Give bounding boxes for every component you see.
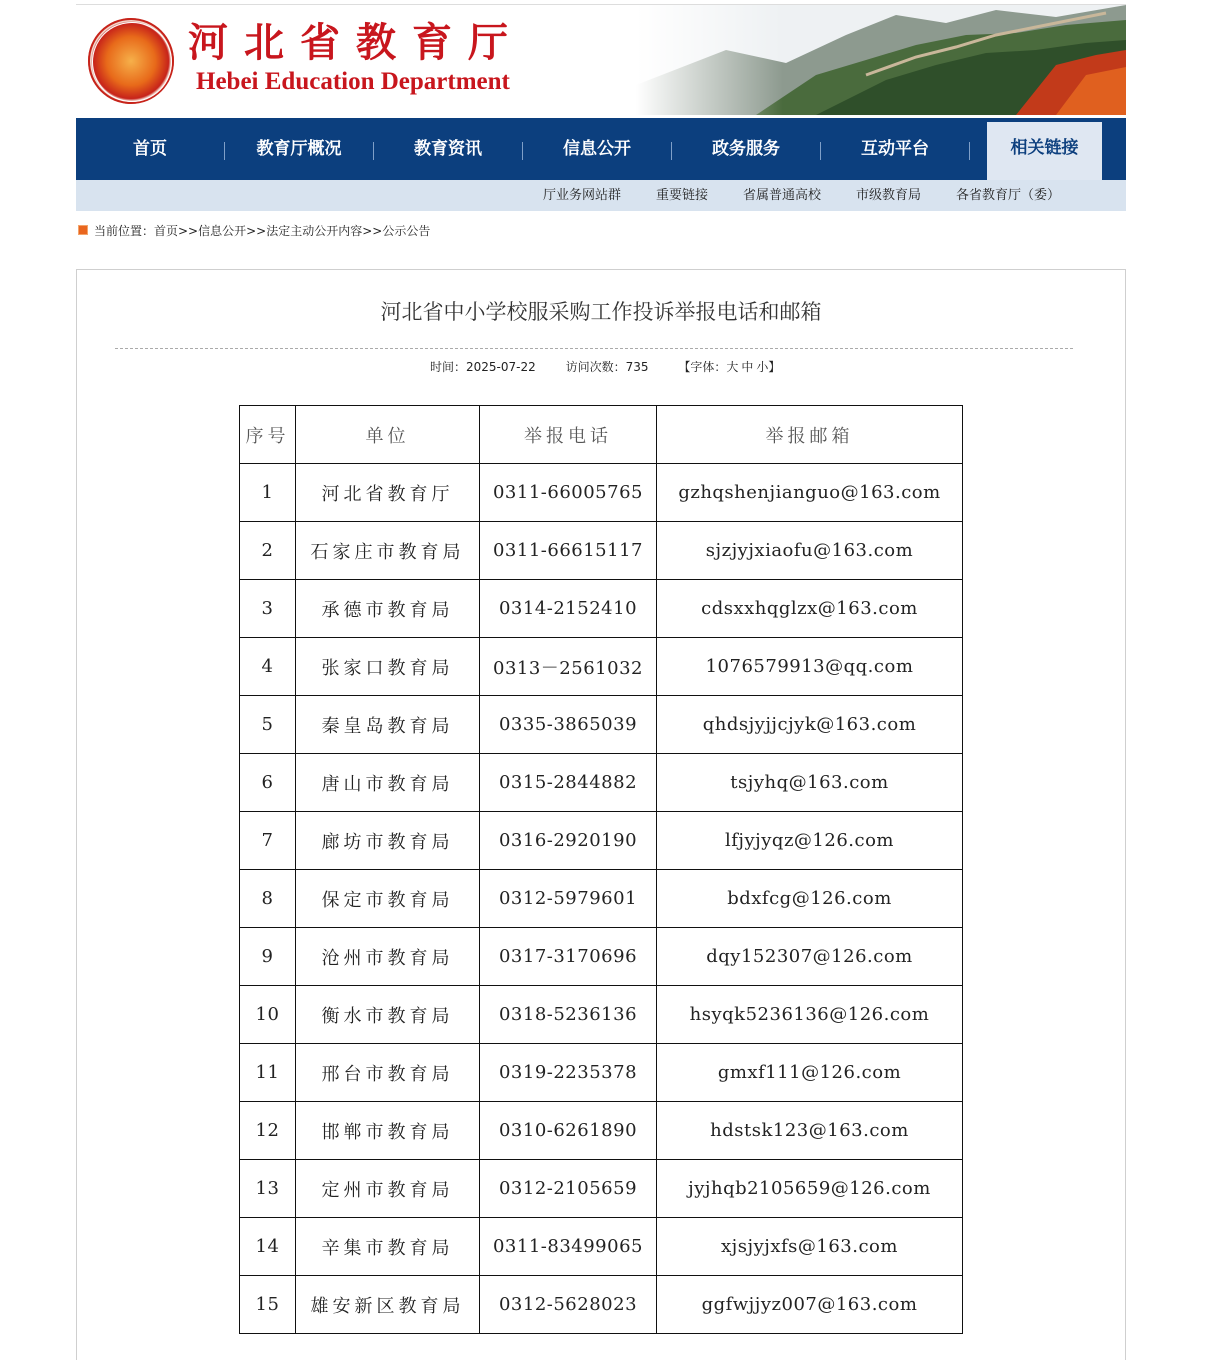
row-email: jyjhqb2105659@126.com bbox=[657, 1160, 963, 1218]
article-meta bbox=[430, 358, 780, 376]
row-phone: 0311-66005765 bbox=[480, 464, 657, 522]
table-row bbox=[240, 870, 963, 928]
row-phone: 0311-66615117 bbox=[480, 522, 657, 580]
nav-related-links[interactable]: 相关链接 bbox=[987, 122, 1102, 180]
row-unit: 张家口教育局 bbox=[296, 638, 480, 696]
subnav-city-education-bureaus[interactable]: 市级教育局 bbox=[856, 188, 922, 203]
row-index: 4 bbox=[240, 638, 296, 696]
table-row bbox=[240, 1218, 963, 1276]
row-unit: 保定市教育局 bbox=[296, 870, 480, 928]
row-email: lfjyjyqz@126.com bbox=[657, 812, 963, 870]
row-phone: 0311-83499065 bbox=[480, 1218, 657, 1276]
table-row bbox=[240, 928, 963, 986]
table-row bbox=[240, 812, 963, 870]
table-row bbox=[240, 638, 963, 696]
row-index: 11 bbox=[240, 1044, 296, 1102]
nav-separator bbox=[969, 142, 970, 160]
font-large-link[interactable]: 大 bbox=[726, 360, 739, 374]
department-seal-logo[interactable] bbox=[88, 18, 174, 104]
row-unit: 唐山市教育局 bbox=[296, 754, 480, 812]
row-email: gmxf111@126.com bbox=[657, 1044, 963, 1102]
row-index: 2 bbox=[240, 522, 296, 580]
visit-count: 访问次数：735 bbox=[565, 360, 649, 374]
row-phone: 0318-5236136 bbox=[480, 986, 657, 1044]
breadcrumb-text[interactable]: 当前位置：首页>>信息公开>>法定主动公开内容>>公示公告 bbox=[94, 224, 431, 238]
row-index: 3 bbox=[240, 580, 296, 638]
table-header-row bbox=[240, 406, 963, 464]
header-index: 序号 bbox=[240, 406, 296, 464]
row-phone: 0314-2152410 bbox=[480, 580, 657, 638]
row-unit: 廊坊市教育局 bbox=[296, 812, 480, 870]
great-wall-banner-image bbox=[636, 5, 1126, 115]
row-email: cdsxxhqglzx@163.com bbox=[657, 580, 963, 638]
row-phone: 0316-2920190 bbox=[480, 812, 657, 870]
row-unit: 石家庄市教育局 bbox=[296, 522, 480, 580]
table-row bbox=[240, 1276, 963, 1334]
row-email: bdxfcg@126.com bbox=[657, 870, 963, 928]
font-size-switcher: 【字体：大 中 小】 bbox=[678, 360, 781, 374]
font-small-link[interactable]: 小 bbox=[756, 360, 769, 374]
table-row bbox=[240, 522, 963, 580]
row-unit: 邯郸市教育局 bbox=[296, 1102, 480, 1160]
article-title: 河北省中小学校服采购工作投诉举报电话和邮箱 bbox=[380, 300, 822, 324]
row-unit: 秦皇岛教育局 bbox=[296, 696, 480, 754]
row-phone: 0317-3170696 bbox=[480, 928, 657, 986]
row-email: dqy152307@126.com bbox=[657, 928, 963, 986]
subnav-department-sites[interactable]: 厅业务网站群 bbox=[543, 188, 622, 203]
row-index: 8 bbox=[240, 870, 296, 928]
row-unit: 衡水市教育局 bbox=[296, 986, 480, 1044]
row-email: gzhqshenjianguo@163.com bbox=[657, 464, 963, 522]
row-unit: 沧州市教育局 bbox=[296, 928, 480, 986]
nav-education-news[interactable]: 教育资讯 bbox=[414, 139, 482, 159]
row-index: 12 bbox=[240, 1102, 296, 1160]
subnav-provincial-universities[interactable]: 省属普通高校 bbox=[743, 188, 822, 203]
row-email: sjzjyjxiaofu@163.com bbox=[657, 522, 963, 580]
publish-date: 时间：2025-07-22 bbox=[430, 360, 536, 374]
header-unit: 单位 bbox=[296, 406, 480, 464]
nav-government-services[interactable]: 政务服务 bbox=[712, 139, 780, 159]
row-email: hdstsk123@163.com bbox=[657, 1102, 963, 1160]
main-nav bbox=[76, 118, 1126, 180]
table-row bbox=[240, 1044, 963, 1102]
row-phone: 0312-5979601 bbox=[480, 870, 657, 928]
row-email: xjsjyjxfs@163.com bbox=[657, 1218, 963, 1276]
font-medium-link[interactable]: 中 bbox=[741, 360, 754, 374]
table-row bbox=[240, 986, 963, 1044]
row-index: 5 bbox=[240, 696, 296, 754]
table-row bbox=[240, 754, 963, 812]
row-index: 10 bbox=[240, 986, 296, 1044]
article-panel bbox=[76, 269, 1126, 1360]
row-index: 15 bbox=[240, 1276, 296, 1334]
site-title-en: Hebei Education Department bbox=[196, 68, 510, 95]
row-email: 1076579913@qq.com bbox=[657, 638, 963, 696]
row-phone: 0315-2844882 bbox=[480, 754, 657, 812]
row-index: 7 bbox=[240, 812, 296, 870]
row-index: 14 bbox=[240, 1218, 296, 1276]
table-row bbox=[240, 1160, 963, 1218]
row-unit: 承德市教育局 bbox=[296, 580, 480, 638]
row-phone: 0312-2105659 bbox=[480, 1160, 657, 1218]
title-divider bbox=[115, 348, 1073, 349]
row-phone: 0319-2235378 bbox=[480, 1044, 657, 1102]
row-index: 13 bbox=[240, 1160, 296, 1218]
row-phone: 0312-5628023 bbox=[480, 1276, 657, 1334]
breadcrumb bbox=[78, 222, 430, 240]
nav-home[interactable]: 首页 bbox=[133, 139, 167, 159]
row-email: hsyqk5236136@126.com bbox=[657, 986, 963, 1044]
row-email: ggfwjjyz007@163.com bbox=[657, 1276, 963, 1334]
row-phone: 0313－2561032 bbox=[480, 638, 657, 696]
sub-nav bbox=[76, 180, 1126, 211]
table-row bbox=[240, 580, 963, 638]
table-row bbox=[240, 464, 963, 522]
row-phone: 0310-6261890 bbox=[480, 1102, 657, 1160]
row-unit: 辛集市教育局 bbox=[296, 1218, 480, 1276]
nav-information-disclosure[interactable]: 信息公开 bbox=[563, 139, 631, 159]
row-unit: 雄安新区教育局 bbox=[296, 1276, 480, 1334]
bullet-square-icon bbox=[78, 225, 88, 235]
table-row bbox=[240, 696, 963, 754]
subnav-important-links[interactable]: 重要链接 bbox=[656, 188, 709, 203]
row-unit: 河北省教育厅 bbox=[296, 464, 480, 522]
row-phone: 0335-3865039 bbox=[480, 696, 657, 754]
site-title-cn: 河北省教育厅 bbox=[188, 19, 524, 66]
row-index: 9 bbox=[240, 928, 296, 986]
row-unit: 定州市教育局 bbox=[296, 1160, 480, 1218]
nav-interaction-platform[interactable]: 互动平台 bbox=[861, 139, 929, 159]
row-email: qhdsjyjjcjyk@163.com bbox=[657, 696, 963, 754]
nav-department-overview[interactable]: 教育厅概况 bbox=[256, 139, 342, 159]
row-email: tsjyhq@163.com bbox=[657, 754, 963, 812]
row-index: 1 bbox=[240, 464, 296, 522]
header-phone: 举报电话 bbox=[480, 406, 657, 464]
subnav-provincial-education-departments[interactable]: 各省教育厅（委） bbox=[956, 188, 1061, 203]
table-row bbox=[240, 1102, 963, 1160]
row-unit: 邢台市教育局 bbox=[296, 1044, 480, 1102]
site-header bbox=[76, 5, 1126, 118]
row-index: 6 bbox=[240, 754, 296, 812]
header-email: 举报邮箱 bbox=[657, 406, 963, 464]
complaint-contacts-table bbox=[239, 405, 963, 1334]
